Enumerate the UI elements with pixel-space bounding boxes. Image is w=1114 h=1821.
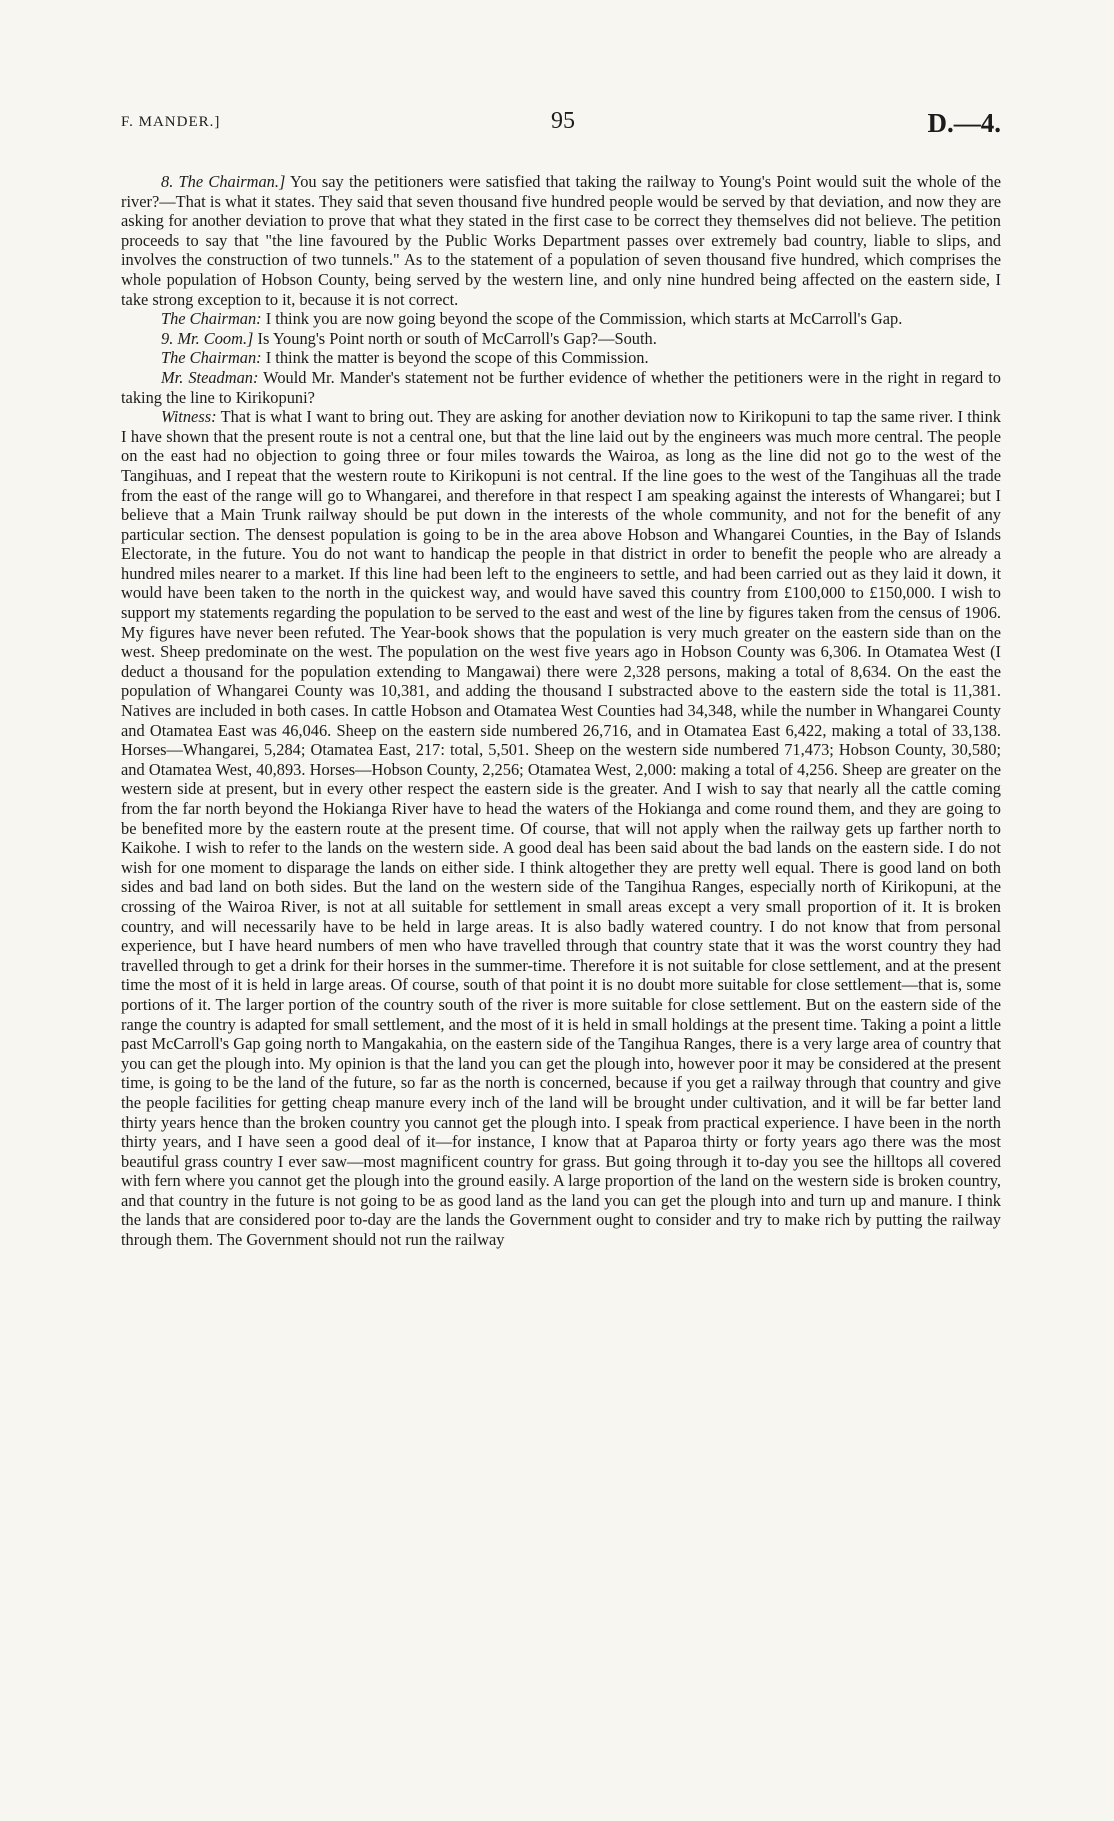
speaker-label: Witness:	[161, 407, 217, 427]
document-code: D.—4.	[927, 108, 1001, 138]
paragraph	[121, 368, 1001, 407]
witness-name: F. MANDER.]	[121, 114, 221, 130]
paragraph	[121, 348, 1001, 368]
paragraph-text: That is what I want to bring out. They are asking for another deviation now to Kirikopuni to tap the same river. I think I have shown that the present route is not a central one, but that the line laid out by the engineers was much more central. The people on the east had no objection to going three or four miles towards the Wairoa, as long as the line did not go to the west of the Tangihuas, and I repeat that the western route to Kirikopuni is not central. If the line goes to the west of the Tangihuas all the trade from the east of the range will go to Whangarei, and therefore in that respect I am speaking against the interests of Whangarei; but I believe that a Main Trunk railway should be put down in the interests of the whole community, and not for the benefit of any particular section. The densest population is going to be in the area above Hobson and Whangarei Counties, in the Bay of Islands Electorate, in the future. You do not want to handicap the people in that district in order to benefit the people who are already a hundred miles nearer to a market. If this line had been left to the engineers to settle, and had been carried out as they laid it down, it would have been taken to the north in the quickest way, and would have saved this country from £100,000 to £150,000. I wish to support my statements regarding the population to be served to the east and west of the line by figures taken from the census of 1906. My figures have never been refuted. The Year-book shows that the population is very much greater on the eastern side than on the west. Sheep predominate on the west. The population on the west five years ago in Hobson County was 6,306. In Otamatea West (I deduct a thousand for the population extending to Mangawai) there were 2,328 persons, making a total of 8,634. On the east the population of Whangarei County was 10,381, and adding the thousand I substracted above to the eastern side the total is 11,381. Natives are included in both cases. In cattle Hobson and Otamatea West Counties had 34,348, while the number in Whangarei County and Otamatea East was 46,046. Sheep on the eastern side numbered 26,716, and in Otamatea East 6,422, making a total of 33,138. Horses—Whangarei, 5,284; Otamatea East, 217: total, 5,501. Sheep on the western side numbered 71,473; Hobson County, 30,580; and Otamatea West, 40,893. Horses—Hobson County, 2,256; Otamatea West, 2,000: making a total of 4,256. Sheep are greater on the western side at present, but in every other respect the eastern side is the greater. And I wish to say that nearly all the cattle coming from the far north beyond the Hokianga River have to head the waters of the Hokianga and come round them, and they are going to be benefited more by the eastern route at the present time. Of course, that will not apply when the railway gets up farther north to Kaikohe. I wish to refer to the lands on the western side. A good deal has been said about the bad lands on the eastern side. I do not wish for one moment to disparage the lands on either side. I think altogether they are pretty well equal. There is good land on both sides and bad land on both sides. But the land on the western side of the Tangihua Ranges, especially north of Kirikopuni, at the crossing of the Wairoa River, is not at all suitable for settlement in small areas except a very small proportion of it. It is broken country, and will necessarily have to be held in large areas. It is also badly watered country. I do not know that from personal experience, but I have heard numbers of men who have travelled through that country state that it was the worst country they had travelled through to get a drink for their horses in the summer-time. Therefore it is not suitable for close settlement, and at the present time the most of it is held in large areas. Of course, south of that point it is no doubt more suitable for close settlement—that is, some portions of it. The larger portion of the country south of the river is more suitable for close settlement. But on the eastern side of the range the country is adapted for small settlement, and the most of it is held in small holdings at the present time. Taking a point a little past McCarroll's Gap going north to Mangakahia, on the eastern side of the Tangihua Ranges, there is a very large area of country that you can get the plough into. My opinion is that the land you can get the plough into, however poor it may be considered at the present time, is going to be the land of the future, so far as the north is concerned, because if you get a railway through that country and give the people facilities for getting cheap manure every inch of the land will be brought under cultivation, and it will be far better land thirty years hence than the broken country you cannot get the plough into. I speak from practical experience. I have been in the north thirty years, and I have seen a good deal of it—for instance, I know that at Paparoa thirty or forty years ago there was the most beautiful grass country I ever saw—most magnificent country for grass. But going through it to-day you see the hilltops all covered with fern where you cannot get the plough into the ground easily. A large proportion of the land on the western side is broken country, and that country in the future is not going to be as good land as the land you can get the plough into and turn up and manure. I think the lands that are considered poor to-day are the lands the Government ought to consider and try to make rich by putting the railway through them. The Government should not run the railway	[121, 407, 1001, 1250]
paragraph	[121, 329, 1001, 349]
paragraph	[121, 309, 1001, 329]
paragraph	[121, 172, 1001, 309]
transcript-body	[121, 172, 1001, 1250]
speaker-label: 8. The Chairman.]	[161, 172, 286, 191]
page-number: 95	[551, 108, 575, 134]
paragraph-text: I think the matter is beyond the scope of this Commission.	[261, 348, 649, 368]
speaker-label: The Chairman:	[161, 348, 262, 368]
speaker-label: The Chairman:	[161, 309, 262, 329]
paragraph-text: You say the petitioners were satisfied that taking the railway to Young's Point would suit the whole of the river?—That is what it states. They said that seven thousand five hundred people would be served by that deviation, and now they are asking for another deviation to prove that what they stated in the first case to be correct they themselves did not believe. The petition proceeds to say that "the line favoured by the Public Works Department passes over extremely bad country, liable to slips, and involves the construction of two tunnels." As to the statement of a population of seven thousand five hundred, which comprises the whole population of Hobson County, being served by the western line, and only nine hundred being affected on the eastern side, I take strong exception to it, because it is not correct.	[121, 172, 1001, 309]
paragraph-text: I think you are now going beyond the scope of the Commission, which starts at McCarroll's Gap.	[261, 309, 903, 329]
paragraph-text: Is Young's Point north or south of McCarroll's Gap?—South.	[253, 328, 657, 348]
speaker-label: 9. Mr. Coom.]	[161, 328, 254, 348]
page-header	[121, 108, 1001, 140]
speaker-label: Mr. Steadman:	[161, 367, 259, 387]
paragraph	[121, 407, 1001, 1250]
paragraph-text: Would Mr. Mander's statement not be further evidence of whether the petitioners were in the right in regard to taking the line to Kirikopuni?	[121, 367, 1001, 407]
